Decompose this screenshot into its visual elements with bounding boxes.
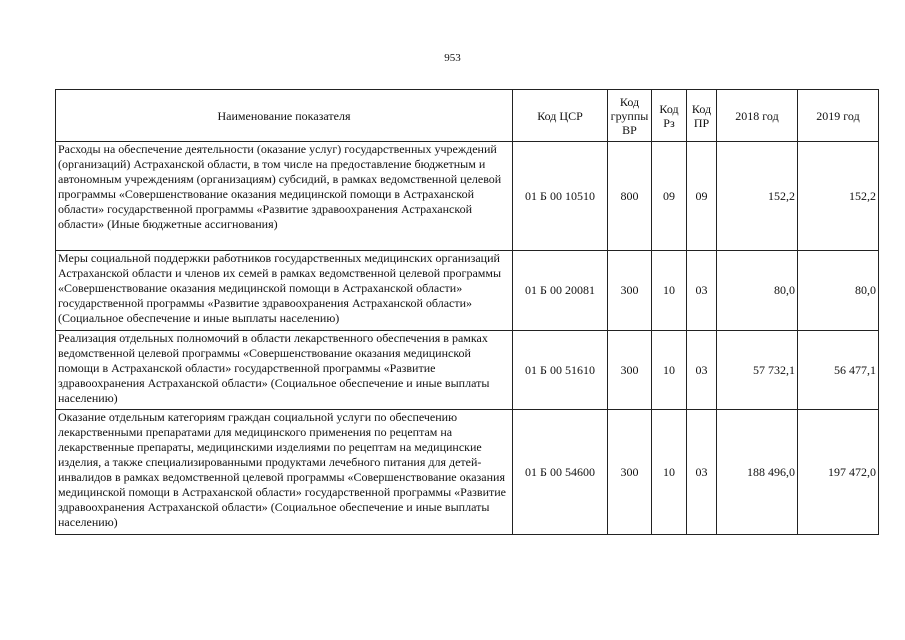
row-pr-code: 03 xyxy=(687,410,717,535)
row-csr-code: 01 Б 00 10510 xyxy=(513,142,608,251)
header-pr-code: Код ПР xyxy=(687,90,717,142)
row-name: Оказание отдельным категориям граждан социальной услуги по обеспечению лекарственными препаратами для медицинского применения по рецептам на лекарственные препараты, медицинскими изделиями по рецептам на медицинские изделия, а также специализированными продуктами лечебного питания для детей-инвалидов в рамках ведомственной целевой программы «Совершенствование оказания медицинской помощи в Астраханской области» государственной программы «Развитие здравоохранения Астраханской области» (Социальное обеспечение и иные выплаты населению) xyxy=(56,410,513,535)
row-amount-2019: 56 477,1 xyxy=(798,331,879,410)
header-rz-code: Код Рз xyxy=(652,90,687,142)
row-rz-code: 10 xyxy=(652,251,687,331)
table-row xyxy=(56,331,879,410)
row-csr-code: 01 Б 00 51610 xyxy=(513,331,608,410)
row-vr-code: 800 xyxy=(608,142,652,251)
row-vr-code: 300 xyxy=(608,251,652,331)
row-name: Меры социальной поддержки работников государственных медицинских организаций Астраханской области и членов их семей в рамках ведомственной целевой программы «Совершенствование оказания медицинской помощи в Астраханской области» государственной программы «Развитие здравоохранения Астраханской области» (Социальное обеспечение и иные выплаты населению) xyxy=(56,251,513,331)
row-rz-code: 10 xyxy=(652,331,687,410)
table-row xyxy=(56,410,879,535)
table-row xyxy=(56,251,879,331)
row-amount-2018: 152,2 xyxy=(717,142,798,251)
row-amount-2019: 152,2 xyxy=(798,142,879,251)
row-csr-code: 01 Б 00 54600 xyxy=(513,410,608,535)
row-amount-2018: 188 496,0 xyxy=(717,410,798,535)
row-amount-2018: 57 732,1 xyxy=(717,331,798,410)
table-header-row xyxy=(56,90,879,142)
header-csr-code: Код ЦСР xyxy=(513,90,608,142)
row-pr-code: 03 xyxy=(687,331,717,410)
row-name: Расходы на обеспечение деятельности (оказание услуг) государственных учреждений (организаций) Астраханской области, в том числе на предоставление бюджетным и автономным учреждениям (организациям) субсидий, в рамках ведомственной целевой программы «Совершенствование оказания медицинской помощи в Астраханской области» государственной программы «Развитие здравоохранения Астраханской области» (Иные бюджетные ассигнования) xyxy=(56,142,513,251)
row-rz-code: 10 xyxy=(652,410,687,535)
row-pr-code: 09 xyxy=(687,142,717,251)
row-amount-2019: 197 472,0 xyxy=(798,410,879,535)
row-rz-code: 09 xyxy=(652,142,687,251)
row-amount-2019: 80,0 xyxy=(798,251,879,331)
page-number: 953 xyxy=(444,52,461,64)
budget-table xyxy=(55,89,879,535)
header-name: Наименование показателя xyxy=(56,90,513,142)
header-year-2018: 2018 год xyxy=(717,90,798,142)
row-amount-2018: 80,0 xyxy=(717,251,798,331)
row-vr-code: 300 xyxy=(608,410,652,535)
row-name: Реализация отдельных полномочий в области лекарственного обеспечения в рамках ведомственной целевой программы «Совершенствование оказания медицинской помощи в Астраханской области» государственной программы «Развитие здравоохранения Астраханской области» (Социальное обеспечение и иные выплаты населению) xyxy=(56,331,513,410)
table-row xyxy=(56,142,879,251)
row-csr-code: 01 Б 00 20081 xyxy=(513,251,608,331)
row-pr-code: 03 xyxy=(687,251,717,331)
row-vr-code: 300 xyxy=(608,331,652,410)
header-vr-code: Код группы ВР xyxy=(608,90,652,142)
header-year-2019: 2019 год xyxy=(798,90,879,142)
